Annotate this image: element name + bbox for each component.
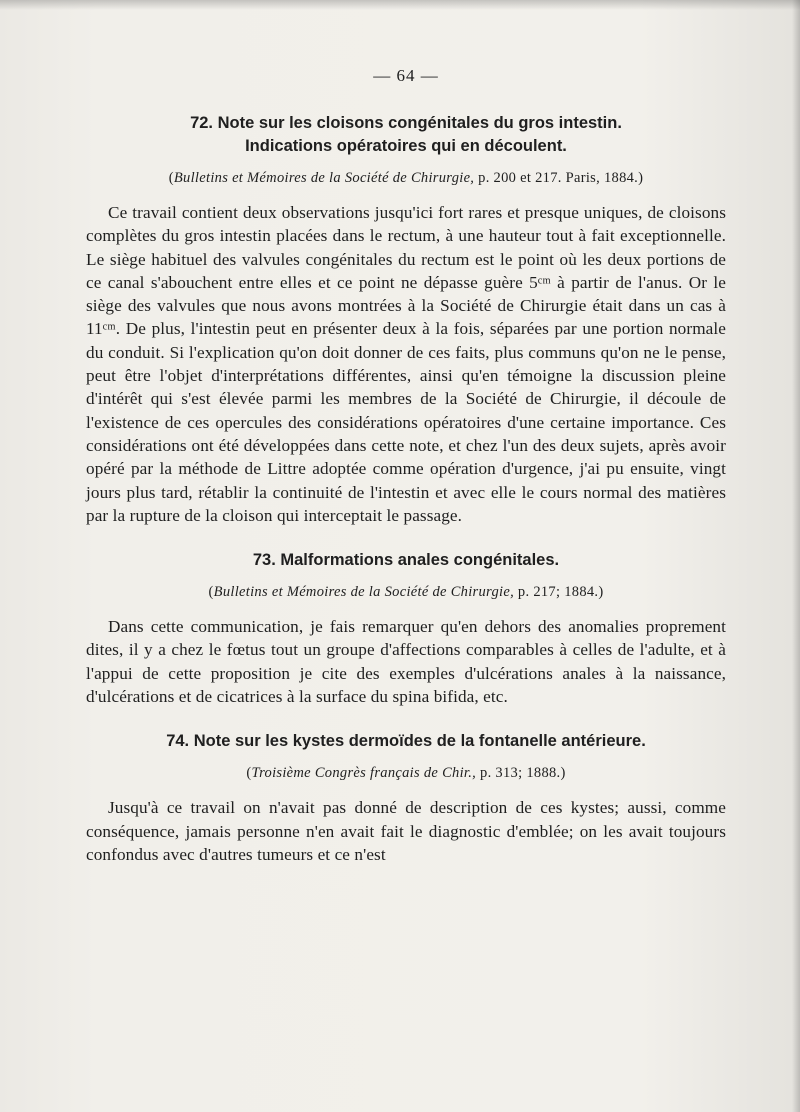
citation-source: Bulletins et Mémoires de la Société de Chirurgie, [173, 170, 475, 186]
section-heading [86, 730, 726, 753]
section-paragraph: Ce travail contient deux observations jusqu'ici fort rares et presque uniques, de cloisons complètes du gros intestin placées dans le rectum, à une hauteur tout à fait exceptionnelle. Le siège habituel des valvules congénitales du rectum est le point où les deux portions de ce canal s'abouchent entre elles et ce point ne dépasse guère 5ᶜᵐ à partir de l'anus. Or le siège des valvules que nous avons montrées à la Société de Chirurgie était dans un cas à 11ᶜᵐ. De plus, l'intestin peut en présenter deux à la fois, séparées par une portion normale du conduit. Si l'explication qu'on doit donner de ces faits, plus communs qu'on ne le pense, peut être l'objet d'interprétations différentes, ainsi qu'en témoigne la discussion pleine d'intérêt qui s'est élevée parmi les membres de la Société de Chirurgie, il découle de l'existence de ces opercules des considérations opératoires d'une certaine importance. Ces considérations ont été développées dans cette note, et chez l'un des deux sujets, après avoir opéré par la méthode de Littre adoptée comme opération d'urgence, j'ai pu ensuite, vingt jours plus tard, rétablir la continuité de l'intestin et avec elle le cours normal des matières par la rupture de la cloison qui interceptait le passage. [86, 203, 726, 525]
citation-details: p. 217; 1884.) [514, 584, 604, 601]
citation [86, 765, 726, 782]
citation-open: ( [168, 170, 174, 186]
page-shadow-right [792, 0, 800, 1112]
page-number: — 64 — [373, 66, 439, 85]
citation-open: ( [246, 765, 252, 782]
page-shadow-top [0, 0, 800, 10]
citation-details: p. 200 et 217. Paris, 1884.) [474, 170, 644, 186]
citation-source: Bulletins et Mémoires de la Société de Chirurgie, [213, 584, 514, 601]
heading-line: 74. Note sur les kystes dermoïdes de la fontanelle antérieure. [166, 732, 646, 751]
section-72 [86, 112, 726, 527]
citation-details: p. 313; 1888.) [476, 765, 566, 782]
section-paragraph: Jusqu'à ce travail on n'avait pas donné de description de ces kystes; aussi, comme conséquence, jamais personne n'en avait fait le diagnostic d'emblée; on les avait toujours confondus avec d'autres tumeurs et ce n'est [86, 798, 726, 864]
citation [86, 584, 726, 601]
citation-open: ( [208, 584, 214, 601]
section-heading [86, 549, 726, 572]
heading-line: 73. Malformations anales congénitales. [252, 551, 560, 570]
section-heading [86, 112, 726, 158]
section-paragraph: Dans cette communication, je fais remarquer qu'en dehors des anomalies proprement dites, il y a chez le fœtus tout un groupe d'affections comparables à celles de l'adulte, et à l'appui de cette proposition je cite des exemples d'ulcérations anales à la naissance, d'ulcérations et de cicatrices à la surface du spina bifida, etc. [86, 617, 726, 707]
section-73 [86, 549, 726, 708]
citation-source: Troisième Congrès français de Chir., [251, 765, 477, 782]
section-74 [86, 730, 726, 866]
heading-line: 72. Note sur les cloisons congénitales du gros intestin. [190, 114, 622, 132]
page-content [86, 66, 726, 888]
heading-line: Indications opératoires qui en découlent. [245, 137, 567, 155]
citation [86, 170, 726, 187]
